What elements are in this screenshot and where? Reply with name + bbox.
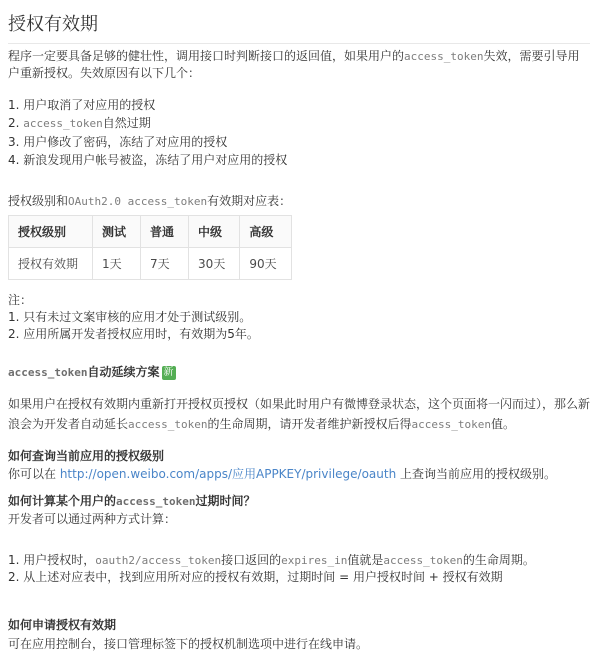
note-item — [8, 326, 590, 343]
table-header-cell: 测试 — [93, 216, 141, 248]
inline-code: access_token — [8, 366, 88, 379]
text-span: 程序一定要具备足够的健壮性，调用接口时判断接口的返回值，如果用户的 — [8, 49, 405, 63]
new-badge: 新 — [163, 367, 174, 378]
inline-code: access_token — [411, 418, 491, 431]
list-item — [8, 569, 590, 586]
text-span: 你可以在 — [8, 467, 60, 481]
list-item — [8, 96, 590, 114]
inline-code: expires_in — [281, 554, 348, 567]
text-span: 自动延续方案 — [87, 365, 160, 379]
list-item — [8, 133, 590, 151]
inline-code: OAuth2.0 access_token — [68, 195, 208, 208]
text-span: 过期时间？ — [195, 494, 256, 508]
text-span: 的生命周期。 — [462, 553, 535, 567]
query-level-paragraph — [8, 466, 590, 483]
table-header-cell: 普通 — [141, 216, 189, 248]
apply-paragraph: 可在应用控制台，接口管理标签下的授权机制选项中进行在线申请。 — [8, 637, 369, 651]
section-heading-auto-renew — [8, 364, 590, 381]
inline-code: access_token — [383, 554, 463, 567]
calc-expire-paragraph — [8, 511, 590, 528]
inline-code: access_token — [404, 50, 484, 63]
section-heading-query-level: 如何查询当前应用的授权级别 — [8, 449, 165, 463]
list-item — [8, 552, 590, 569]
section-heading-apply: 如何申请授权有效期 — [8, 618, 117, 632]
table-row — [9, 248, 292, 280]
table-header-row — [9, 216, 292, 248]
text-span: 失效，需要引导用户重新授权。失效原因有以下几个： — [8, 49, 580, 80]
table-caption — [8, 193, 590, 210]
table-header-cell: 中级 — [189, 216, 240, 248]
table-cell: 30天 — [189, 248, 240, 280]
text-span: 自然过期 — [102, 116, 151, 130]
text-span: 如果用户在授权有效期内重新打开授权页授权（如果此时用户有微博登录状态，这个页面将一闪而过），那么新浪会为开发者自动延长 — [8, 397, 591, 431]
intro-paragraph — [8, 48, 590, 82]
invalid-reasons-list — [8, 96, 590, 169]
text-span: 2. 从上述对应表中，找到应用所对应的授权有效期，过期时间 = 用户授权时间 + 授权有效期 — [8, 570, 503, 584]
text-span: 的生命周期，请开发者维护新授权后得 — [207, 417, 412, 431]
note-item — [8, 309, 590, 326]
section-heading-calc-expire — [8, 493, 590, 510]
inline-code: access_token — [23, 117, 103, 130]
text-span: 1. 用户授权时， — [8, 553, 96, 567]
text-span: 3. 用户修改了密码，冻结了对应用的授权 — [8, 135, 228, 149]
text-span: 1. 只有未过文案审核的应用才处于测试级别。 — [8, 310, 252, 324]
text-span: 2. — [8, 116, 24, 130]
auto-renew-paragraph — [8, 394, 590, 435]
text-span: 授权级别和 — [8, 194, 69, 208]
page-title: 授权有效期 — [8, 8, 590, 44]
table-header-cell: 高级 — [240, 216, 291, 248]
notes-label: 注： — [8, 293, 33, 307]
table-cell: 授权有效期 — [9, 248, 93, 280]
notes-block — [8, 292, 590, 343]
list-item — [8, 151, 590, 169]
text-span: 2. 应用所属开发者授权应用时，有效期为5年。 — [8, 327, 259, 341]
text-span: 上查询当前应用的授权级别。 — [396, 467, 557, 481]
validity-table — [8, 215, 292, 280]
table-cell: 1天 — [93, 248, 141, 280]
inline-code: access_token — [128, 418, 208, 431]
text-span: 有效期对应表： — [207, 194, 292, 208]
table-header-cell: 授权级别 — [9, 216, 93, 248]
inline-code: access_token — [116, 495, 196, 508]
table-cell: 90天 — [240, 248, 291, 280]
calc-methods-list — [8, 552, 590, 586]
text-span: 1. 用户取消了对应用的授权 — [8, 98, 156, 112]
text-span: 值就是 — [347, 553, 384, 567]
table-cell: 7天 — [141, 248, 189, 280]
privilege-oauth-link[interactable]: http://open.weibo.com/apps/应用APPKEY/privilege/oauth — [59, 467, 397, 481]
list-item — [8, 114, 590, 133]
text-span: 接口返回的 — [221, 553, 282, 567]
text-span: 值。 — [491, 417, 516, 431]
inline-code: oauth2/access_token — [95, 554, 222, 567]
text-span: 开发者可以通过两种方式计算： — [8, 512, 177, 526]
text-span: 4. 新浪发现用户帐号被盗，冻结了用户对应用的授权 — [8, 153, 288, 167]
text-span: 如何计算某个用户的 — [8, 494, 117, 508]
